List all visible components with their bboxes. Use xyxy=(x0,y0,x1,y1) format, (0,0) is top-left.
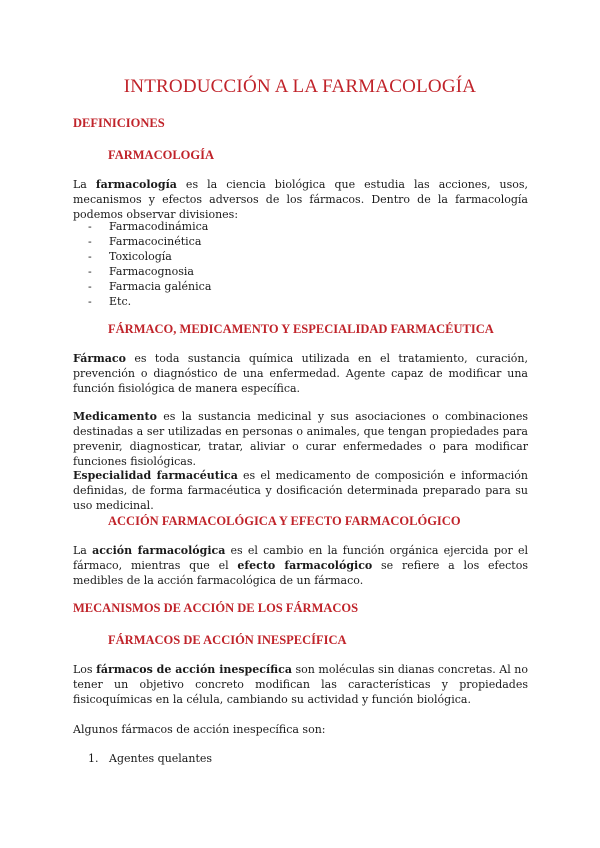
text-run: es toda sustancia química utilizada en el tratamiento, curación, prevención o diagnóstico de una enfermedad. Agente capaz de modificar una función fisiológica de manera específica. xyxy=(73,352,528,395)
text-run: La xyxy=(73,178,96,191)
divisiones-list xyxy=(88,219,211,309)
text-run: es la ciencia biológica que estudia las acciones, usos, mecanismos y efectos adversos de los fármacos. Dentro de la farmacología podemos observar divisiones: xyxy=(73,178,528,221)
text-run: Los xyxy=(73,663,97,676)
list-item-label: Farmacognosia xyxy=(109,265,194,278)
text-run: es el medicamento de composición e información definidas, de forma farmacéutica y dosificación determinada preparado para su uso medicinal. xyxy=(73,469,528,512)
paragraph-farmacologia xyxy=(73,177,528,222)
bold-term: Fármaco xyxy=(73,352,126,365)
list-item-label: Etc. xyxy=(109,295,132,308)
dash-bullet: - xyxy=(88,220,92,233)
list-item xyxy=(88,751,212,766)
numbered-list xyxy=(88,751,212,766)
subheading-farmacologia: FARMACOLOGÍA xyxy=(108,148,215,162)
text-run: es el cambio en la función orgánica ejercida por el fármaco, mientras que el xyxy=(73,544,528,572)
paragraph-algunos: Algunos fármacos de acción inespecífica son: xyxy=(73,723,326,736)
bold-term: efecto farmacológico xyxy=(237,559,373,572)
list-item xyxy=(88,249,211,264)
page-title: INTRODUCCIÓN A LA FARMACOLOGÍA xyxy=(123,76,477,97)
subheading-farmaco-medicamento: FÁRMACO, MEDICAMENTO Y ESPECIALIDAD FARMACÉUTICA xyxy=(108,322,494,336)
list-number: 1. xyxy=(88,752,99,765)
bold-term: Medicamento xyxy=(73,410,157,423)
list-item xyxy=(88,294,211,309)
list-item-label: Toxicología xyxy=(109,250,172,263)
dash-bullet: - xyxy=(88,250,92,263)
bold-term: farmacología xyxy=(95,178,177,191)
bold-term: acción farmacológica xyxy=(92,544,226,557)
list-item xyxy=(88,219,211,234)
text-run: es la sustancia medicinal y sus asociaciones o combinaciones destinadas a ser utilizadas en personas o animales, que tengan propiedades para prevenir, diagnosticar, tratar, aliviar o curar enfermedades o para modificar funciones fisiológicas. xyxy=(73,410,528,468)
subheading-accion-efecto: ACCIÓN FARMACOLÓGICA Y EFECTO FARMACOLÓGICO xyxy=(108,514,461,528)
list-item xyxy=(88,264,211,279)
bold-term: Especialidad farmacéutica xyxy=(73,469,238,482)
paragraph-accion xyxy=(73,543,528,588)
dash-bullet: - xyxy=(88,280,92,293)
list-item-label: Farmacodinámica xyxy=(109,220,209,233)
list-item xyxy=(88,279,211,294)
list-item-label: Agentes quelantes xyxy=(109,752,213,765)
text-run: se refiere a los efectos medibles de la acción farmacológica de un fármaco. xyxy=(73,559,528,587)
dash-bullet: - xyxy=(88,265,92,278)
paragraph-especialidad xyxy=(73,468,528,513)
subheading-accion-inespecifica: FÁRMACOS DE ACCIÓN INESPECÍFICA xyxy=(108,633,347,647)
section-heading-mecanismos: MECANISMOS DE ACCIÓN DE LOS FÁRMACOS xyxy=(73,601,359,615)
paragraph-inespecifica xyxy=(73,662,528,707)
dash-bullet: - xyxy=(88,295,92,308)
paragraph-farmaco xyxy=(73,351,528,396)
paragraph-medicamento xyxy=(73,409,528,469)
text-run: son moléculas sin dianas concretas. Al no tener un objetivo concreto modifican las características y propiedades fisicoquímicas en la célula, cambiando su actividad y función biológica. xyxy=(73,663,528,706)
list-item-label: Farmacocinética xyxy=(109,235,202,248)
text-run: La xyxy=(73,544,93,557)
bold-term: fármacos de acción inespecífica xyxy=(96,663,292,676)
list-item-label: Farmacia galénica xyxy=(109,280,212,293)
list-item xyxy=(88,234,211,249)
section-heading-definiciones: DEFINICIONES xyxy=(73,116,165,130)
dash-bullet: - xyxy=(88,235,92,248)
